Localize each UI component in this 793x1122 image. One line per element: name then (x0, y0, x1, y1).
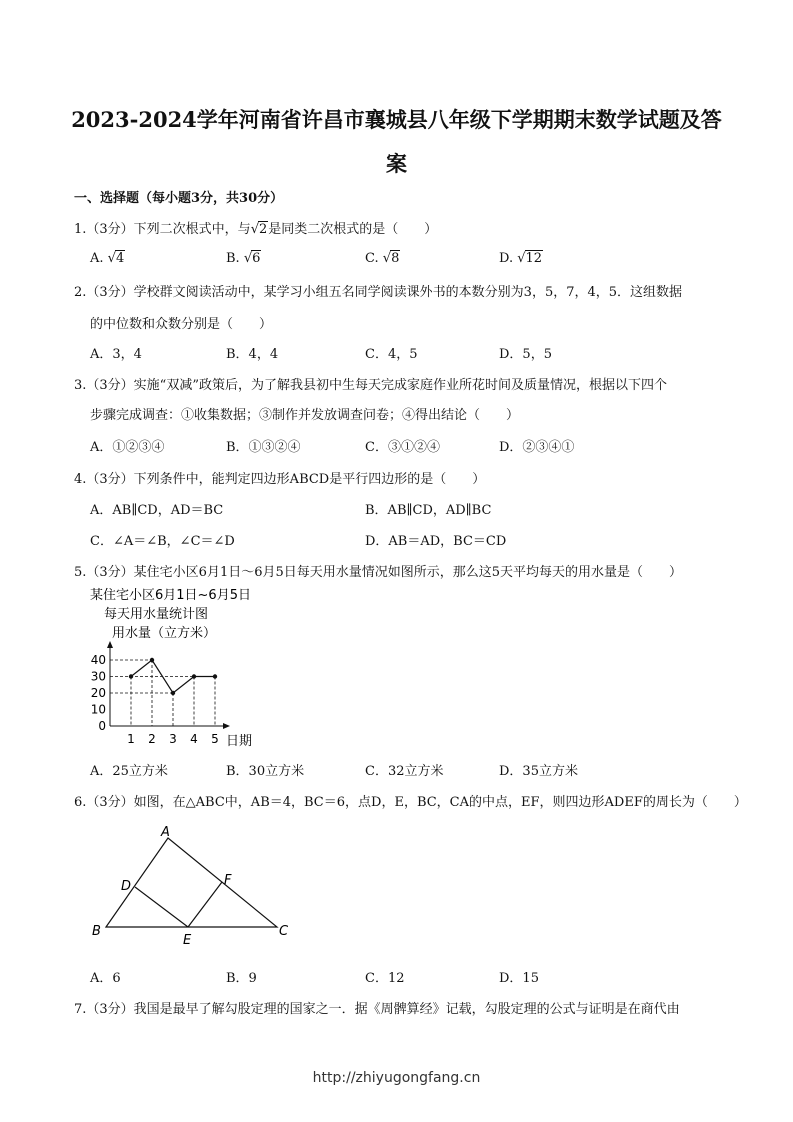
chart-x-axis-label: 日期 (226, 734, 253, 749)
q1-option-c (365, 250, 400, 266)
chart-guide-lines (110, 660, 215, 726)
chart-x-ticks (127, 732, 219, 746)
q3-option-b: B．①③②④ (226, 440, 301, 455)
q6-option-c: C．12 (365, 971, 405, 986)
radicand: 8 (391, 251, 400, 266)
chart-y-tick-label: 10 (90, 702, 106, 717)
q3-option-d: D．②③④① (499, 440, 575, 455)
q5-option-b: B．30立方米 (226, 764, 305, 779)
water-usage-line-chart (86, 585, 276, 750)
vertex-label-b: B (92, 924, 101, 939)
question-4-stem: 4.（3分）下列条件中，能判定四边形ABCD是平行四边形的是（ ） (74, 472, 486, 487)
radical-sign: √ (517, 251, 526, 266)
chart-y-tick-label: 40 (90, 653, 106, 667)
question-2-line-1: 2.（3分）学校群文阅读活动中，某学习小组五名同学阅读课外书的本数分别为3，5，7，4，5．这组数据 (74, 285, 683, 300)
point-label-e: E (183, 933, 192, 947)
chart-y-tick-label: 30 (90, 669, 106, 684)
chart-x-tick-label: 5 (211, 732, 219, 746)
chart-x-tick-label: 4 (190, 732, 198, 746)
question-3-line-1: 3.（3分）实施“双减”政策后，为了解我县初中生每天完成家庭作业所花时间及质量情况，根据以下四个 (74, 378, 667, 393)
q1-option-d (499, 250, 543, 266)
question-3-line-2: 步骤完成调查：①收集数据；③制作并发放调查问卷；④得出结论（ ） (90, 408, 520, 423)
chart-data-point (150, 658, 154, 662)
option-label: C. (365, 251, 379, 266)
q6-option-a: A．6 (90, 971, 121, 986)
chart-x-tick-label: 2 (148, 732, 156, 746)
segment-ef (188, 882, 222, 927)
q1-stem-text-a: 1.（3分）下列二次根式中，与 (74, 222, 251, 237)
question-1-stem (74, 218, 437, 237)
chart-title-line-1: 某住宅小区6月1日~6月5日 (90, 588, 251, 603)
radical-sign: √ (250, 222, 259, 237)
q2-option-b: B．4，4 (226, 347, 279, 362)
q1-stem-text-b: 是同类二次根式的是（ ） (268, 222, 438, 237)
page-title-line-1: 2023-2024学年河南省许昌市襄城县八年级下学期期末数学试题及答 (71, 107, 722, 132)
point-label-d: D (121, 879, 132, 894)
q6-option-b: B．9 (226, 971, 257, 986)
chart-data-point (192, 674, 196, 678)
vertex-label-a: A (161, 825, 170, 840)
chart-title-line-2: 每天用水量统计图 (104, 607, 209, 622)
q5-option-c: C．32立方米 (365, 764, 444, 779)
radical-sign: √ (243, 251, 253, 266)
q1-option-b (226, 250, 261, 266)
footer-url: http://zhiyugongfang.cn (312, 1070, 481, 1086)
q6-option-d: D．15 (499, 971, 539, 986)
option-label: D. (499, 251, 514, 266)
question-2-line-2: 的中位数和众数分别是（ ） (90, 317, 273, 332)
vertex-label-c: C (279, 924, 289, 939)
chart-y-tick-label: 20 (90, 686, 106, 700)
page-title-line-2: 案 (386, 151, 407, 176)
chart-x-axis-arrow (223, 723, 230, 729)
chart-y-axis-arrow (107, 641, 113, 648)
q2-option-a: A．3，4 (90, 347, 142, 362)
option-label: A. (90, 251, 104, 266)
chart-data-point (213, 674, 217, 678)
triangle-abc (106, 838, 277, 927)
chart-data-point (129, 674, 133, 678)
chart-y-ticks (91, 653, 106, 733)
q5-option-a: A．25立方米 (90, 764, 168, 779)
q4-option-d: D．AB＝AD，BC＝CD (365, 534, 507, 549)
question-7-line-1: 7.（3分）我国是最早了解勾股定理的国家之一．据《周髀算经》记载，勾股定理的公式与证明是在商代由 (74, 1002, 680, 1017)
radical-sign: √ (382, 251, 392, 266)
q1-option-a (90, 250, 125, 266)
q1-stem-radicand: 2 (258, 222, 268, 237)
section-heading: 一、选择题（每小题3分，共30分） (74, 191, 284, 206)
q3-option-a: A．①②③④ (90, 440, 165, 455)
chart-data-point (171, 691, 175, 695)
triangle-figure (88, 822, 298, 947)
option-label: B. (226, 251, 240, 266)
radicand: 6 (252, 251, 261, 266)
q4-option-b: B．AB∥CD，AD∥BC (365, 503, 492, 518)
radical-sign: √ (107, 251, 116, 266)
radicand: 12 (525, 251, 543, 266)
segment-de (135, 887, 188, 927)
q5-option-d: D．35立方米 (499, 764, 578, 779)
q4-option-a: A．AB∥CD，AD＝BC (90, 503, 224, 518)
chart-y-axis-label: 用水量（立方米） (112, 626, 217, 641)
chart-x-tick-label: 1 (127, 732, 135, 746)
q3-option-c: C．③①②④ (365, 440, 440, 455)
chart-y-tick-label: 0 (98, 719, 106, 733)
chart-x-tick-label: 3 (169, 732, 177, 746)
point-label-f: F (224, 873, 232, 888)
question-6-stem: 6.（3分）如图，在△ABC中，AB＝4，BC＝6，点D，E，BC，CA的中点，EF，则四边形ADEF的周长为（ ） (74, 795, 747, 810)
q2-option-c: C．4，5 (365, 347, 418, 362)
q2-option-d: D．5，5 (499, 347, 552, 362)
radicand: 4 (115, 251, 125, 266)
question-5-stem: 5.（3分）某住宅小区6月1日～6月5日每天用水量情况如图所示，那么这5天平均每天的用水量是（ ） (74, 565, 683, 580)
q4-option-c: C．∠A＝∠B，∠C＝∠D (90, 534, 235, 549)
